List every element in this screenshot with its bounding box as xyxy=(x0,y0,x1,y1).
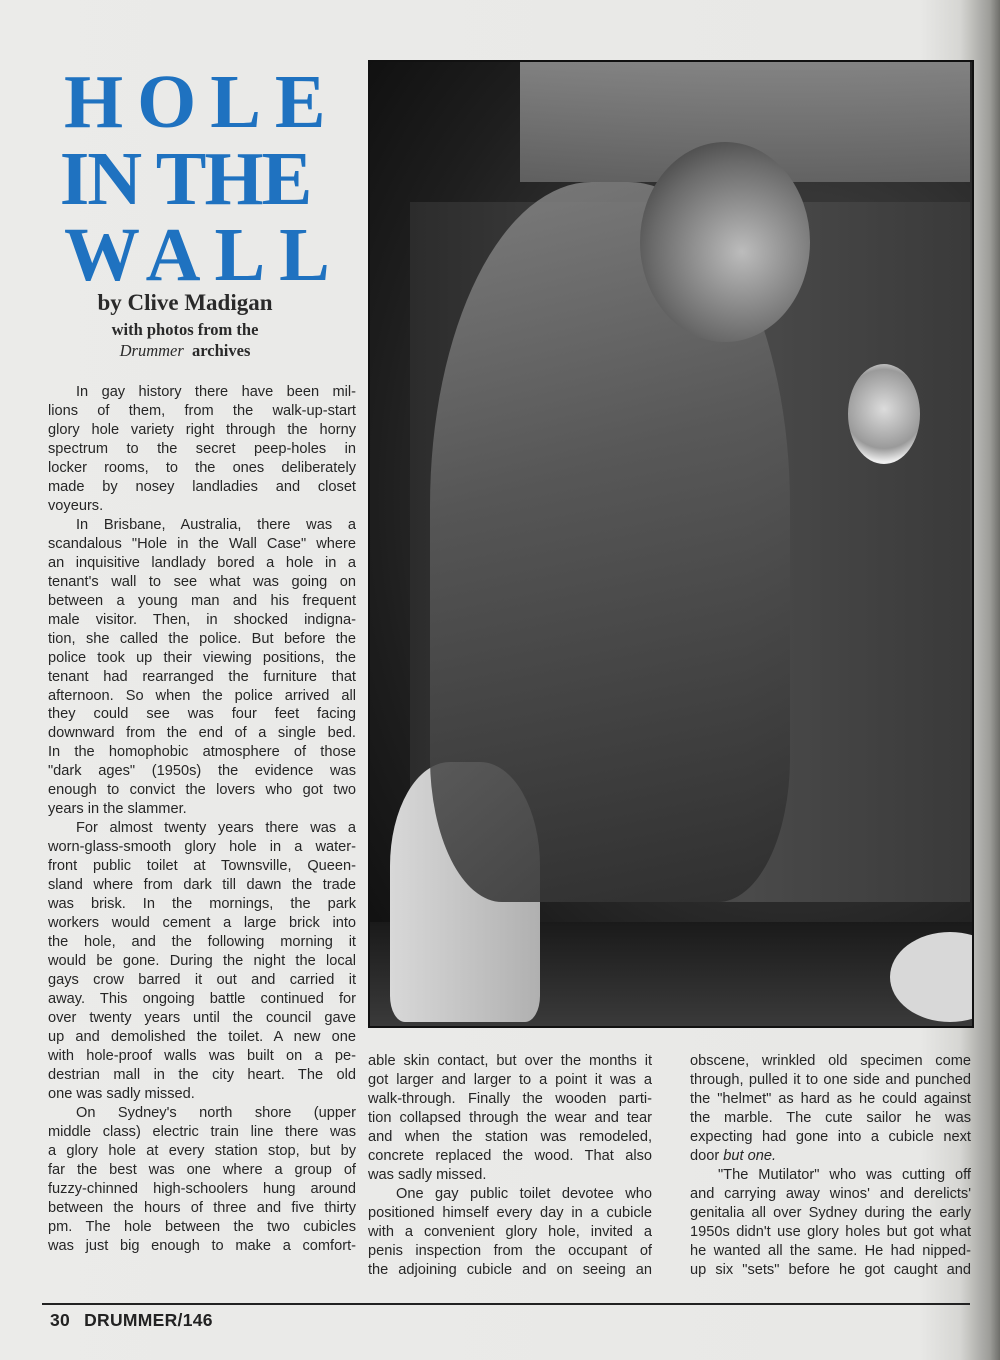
text-line: walk-through. Finally the wooden parti- xyxy=(368,1090,652,1107)
text-line: one was sadly missed. xyxy=(48,1085,195,1102)
headline-line-2: IN THE xyxy=(59,137,311,221)
page-number: 30 xyxy=(50,1310,71,1330)
text-line: tion collapsed through the wear and tear xyxy=(368,1109,652,1126)
text-line: workers would cement a large brick into xyxy=(48,915,356,932)
text-line: through, pulled it to one side and punched xyxy=(690,1071,971,1088)
text-line: expecting had gone into a cubicle next xyxy=(690,1128,971,1145)
text-line: penis inspection from the occupant of xyxy=(368,1242,652,1259)
text-line: and when the station was remodeled, xyxy=(368,1128,652,1145)
text-line: was sadly missed. xyxy=(368,1166,487,1183)
text-line: sland where from dark till dawn the trade xyxy=(48,877,356,894)
text-line: In gay history there have been mil- xyxy=(76,384,356,400)
text-line: enough to convict the lovers who got two xyxy=(48,782,356,799)
text-line: locker rooms, to the ones deliberately xyxy=(48,459,356,476)
text-line: they could see was four feet facing xyxy=(48,706,356,723)
text-line: glory hole variety right through the horny xyxy=(48,421,356,438)
headline-line-1: HOLE xyxy=(64,60,340,144)
text-line: lions of them, from the walk-up-start xyxy=(48,402,356,419)
text-line xyxy=(690,1147,971,1166)
text-line: On Sydney's north shore (upper xyxy=(76,1104,356,1121)
text-column-2 xyxy=(368,1052,652,1280)
text-line: 1950s didn't use glory holes but got what xyxy=(690,1223,971,1240)
text-line: middle class) electric train line there was xyxy=(48,1123,356,1140)
text-line: got larger and larger to a point it was a xyxy=(368,1071,652,1088)
italic-emphasis: but one. xyxy=(723,1147,777,1164)
text-line: police took up their viewing positions, the xyxy=(48,649,356,666)
text-line: with a convenient glory hole, invited a xyxy=(368,1223,652,1240)
photo-credit-line-1: with photos from the xyxy=(111,320,259,339)
text-line: up and demolished the toilet. A new one xyxy=(48,1028,356,1045)
article-photo xyxy=(368,60,974,1028)
text-line: pm. The hole between the two cubicles xyxy=(48,1218,356,1235)
text-line: fuzzy-chinned high-schoolers hung around xyxy=(48,1180,356,1197)
text-line: an inquisitive landlady bored a hole in a xyxy=(48,554,356,571)
text-line: scandalous "Hole in the Wall Case" where xyxy=(48,535,356,552)
text-line: between the hours of three and five thirty xyxy=(48,1199,356,1216)
text-line: afternoon. So when the police arrived all xyxy=(48,687,356,704)
text-line: able skin contact, but over the months it xyxy=(368,1053,652,1069)
text-line: voyeurs. xyxy=(48,497,104,514)
paragraph xyxy=(48,516,356,820)
photo-credit-line-2 xyxy=(50,341,320,361)
text-line: "dark ages" (1950s) the evidence was xyxy=(48,763,356,780)
text-line: gays crow barred it out and carried it xyxy=(48,972,356,989)
text-line: and carrying away winos' and derelicts' xyxy=(690,1185,971,1202)
text-line: the marble. The cute sailor he was xyxy=(690,1109,971,1126)
man-head xyxy=(640,142,810,342)
author-byline: by Clive Madigan xyxy=(97,290,273,315)
text-line: "The Mutilator" who was cutting off xyxy=(718,1166,971,1183)
page-footer xyxy=(50,1310,227,1331)
paragraph xyxy=(690,1166,971,1280)
text-segment: door xyxy=(690,1147,724,1164)
headline-line-3: WALL xyxy=(64,213,344,297)
text-line: tenant had rearranged the furniture that xyxy=(48,668,356,685)
text-column-3 xyxy=(690,1052,971,1280)
text-line: the adjoining cubicle and on seeing an xyxy=(368,1261,652,1278)
text-line: made by nosey landladies and closet xyxy=(48,478,356,495)
paragraph xyxy=(48,819,356,1104)
text-line: was just big enough to make a comfort- xyxy=(48,1237,356,1254)
glory-hole-with-face xyxy=(848,364,920,464)
text-line: up six "sets" before he got caught and xyxy=(690,1261,971,1278)
text-line: he wanted all the same. He had nipped- xyxy=(690,1242,971,1259)
text-line: destrian mall in the city heart. The old xyxy=(48,1066,356,1083)
text-line: worn-glass-smooth glory hole in a water- xyxy=(48,839,356,856)
text-line: obscene, wrinkled old specimen come xyxy=(690,1053,971,1069)
paragraph xyxy=(690,1052,971,1166)
paragraph xyxy=(48,1104,356,1256)
text-line: In the homophobic atmosphere of those xyxy=(48,744,356,761)
text-line: the "helmet" as hard as he could against xyxy=(690,1090,971,1107)
text-line: spectrum to the secret peep-holes in xyxy=(48,440,356,457)
text-line: In Brisbane, Australia, there was a xyxy=(76,516,356,533)
paragraph xyxy=(368,1052,652,1185)
magazine-name: Drummer xyxy=(119,341,184,360)
text-line: between a young man and his frequent xyxy=(48,592,356,609)
text-line: One gay public toilet devotee who xyxy=(396,1185,652,1202)
text-line: a glory hole at every station stop, but by xyxy=(48,1142,356,1159)
text-line: the hole, and the following morning it xyxy=(48,934,356,951)
text-line: front public toilet at Townsville, Queen- xyxy=(48,858,356,875)
text-line: tion, she called the police. But before the xyxy=(48,630,356,647)
text-line: away. This ongoing battle continued for xyxy=(48,991,356,1007)
paragraph xyxy=(368,1185,652,1280)
text-line: years in the slammer. xyxy=(48,801,187,818)
text-line: genitalia all over Sydney during the early xyxy=(690,1204,971,1221)
text-column-1 xyxy=(48,383,356,1256)
text-line: For almost twenty years there was a xyxy=(76,820,356,837)
text-line: positioned himself every day in a cubicle xyxy=(368,1204,652,1221)
text-line: would be gone. During the night the local xyxy=(48,953,356,970)
paragraph xyxy=(48,383,356,516)
publication-issue: DRUMMER/146 xyxy=(84,1310,213,1330)
text-line: was brisk. In the mornings, the park xyxy=(48,896,356,913)
footer-rule xyxy=(42,1303,970,1305)
text-line: downward from the end of a single bed. xyxy=(48,725,356,742)
text-line: tenant's wall to see what was going on xyxy=(48,573,356,590)
text-line: over twenty years until the council gave xyxy=(48,1009,356,1026)
text-line: with hole-proof walls was built on a pe- xyxy=(48,1047,356,1064)
photo-credit-suffix: archives xyxy=(192,341,251,360)
text-line: male visitor. Then, in shocked indigna- xyxy=(48,611,356,628)
text-line: concrete replaced the wood. That also xyxy=(368,1147,652,1164)
text-line: far the best was one where a group of xyxy=(48,1161,356,1178)
